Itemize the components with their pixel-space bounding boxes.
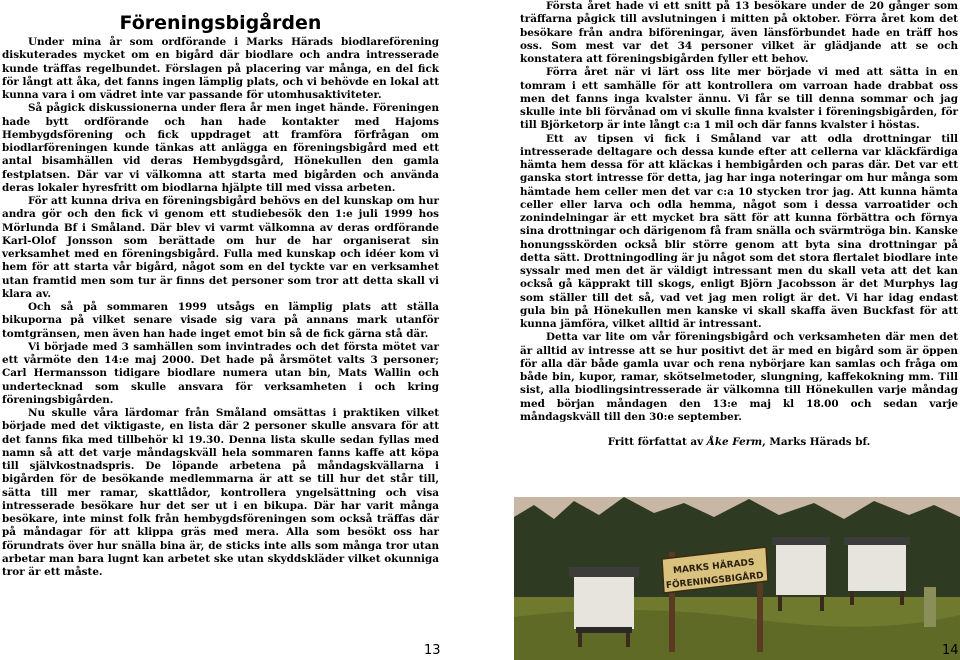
paragraph: Vi började med 3 samhällen som invintrades och det första mötet var ett vårmöte den 14:e maj 2000. Det hade på årsmötet valts 3 personer; Carl Hermansson tidigare biodlare numera utan bin, Mats Wallin och undertecknad som skulle ansvara för verksamheten i och kring föreningsbigården. bbox=[2, 340, 439, 406]
paragraph: Förra året när vi lärt oss lite mer började vi med att sätta in en tomram i ett samhälle för att kontrollera om varroan hade drabbat oss men det fanns inga kvalster ännu. Vi får se till denna sommar och jag skulle inte bli förvånad om vi skulle finna kvalster i föreningsbigården, för till Björketorp är inte långt c:a 1 mil och där fanns kvalster i höstas. bbox=[520, 66, 958, 132]
paragraph: Under mina år som ordförande i Marks Härads biodlareförening diskuterades mycket om en bigård där biodlare och andra intresserade kunde träffas regelbundet. Förslagen på placering var många, en del fick för långt att åka, det fanns ingen lämplig plats, och vi behövde en lokal att kunna vara i om vädret inte var passande för utomhusaktiviteter. bbox=[2, 36, 439, 101]
paragraph: Detta var lite om vår föreningsbigård och verksamheten där men det är alltid av intresse att se hur positivt det är med en bigård som är öppen för alla där både gamla uvar och rena nybörjare kan samlas och fråga om både bin, kupor, ramar, skötselmetoder, slungning, kaffekokning mm. Till sist, alla biodlingsintresserade är välkomna till Hönekullen varje måndag med början måndagen den 13:e maj kl 18.00 och sedan varje måndagskväll till den 30:e september. bbox=[520, 331, 958, 423]
paragraph: Första året hade vi ett snitt på 13 besökare under de 20 gånger som träffarna pågick till avslutningen i mitten på oktober. Förra året kom det besökare från andra biföreningar, även länsförbundet hade en träff hos oss. Som mest var det 34 personer vilket är glädjande att se och konstatera att föreningsbigården fyller ett behov. bbox=[520, 0, 958, 65]
article-title: Föreningsbigården bbox=[119, 12, 322, 34]
right-column bbox=[520, 0, 958, 449]
author-credit bbox=[520, 436, 958, 449]
credit-author: Åke Ferm bbox=[706, 436, 763, 448]
page-number-left: 13 bbox=[424, 643, 441, 658]
credit-suffix: , Marks Härads bf. bbox=[762, 436, 871, 448]
paragraph: För att kunna driva en föreningsbigård behövs en del kunskap om hur andra gör och den fick vi genom ett studiebesök den 1:e juli 1999 hos Mörlunda Bf i Småland. Där blev vi varmt välkomna av deras ordförande Karl-Olof Jonsson som berättade om hur de har organiserat sin verksamhet med en föreningsbigård. Fulla med kunskap och idéer kom vi hem för att starta vår bigård, något som en del tyckte var en verksamhet utan framtid men som tur är finns det personer som tror att detta skall vi klara av. bbox=[2, 195, 439, 300]
paragraph: Så pågick diskussionerna under flera år men inget hände. Föreningen hade bytt ordförande och han hade kontakter med Hajoms Hembygdsförening och fick uppdraget att framföra förfrågan om biodlarföreningen kunde tänkas att anlägga en föreningsbigård med ett antal bisamhällen vid deras Hembygdsgård, Hönekullen den gamla festplatsen. Där var vi välkomna att starta med bigården och använda deras lokaler hyresfritt om biodlarna hjälpte till med vissa arbeten. bbox=[2, 102, 439, 194]
sign-line-1: MARKS HÄRADS bbox=[672, 557, 755, 577]
paragraph: Ett av tipsen vi fick i Småland var att odla drottningar till intresserade deltagare och dessa kunde efter att cellerna var kläckfärdiga hämta hem dessa för att kläckas i hembigården och paras där. Det var ett ganska stort intresse för detta, jag har inga noteringar om hur många som hämtade hem celler men det var c:a 10 stycken tror jag. Att kunna hämta celler eller larva och odla hemma, något som i dessa varroatider och zonindelningar är ett mycket bra sätt för att kunna förbättra och förnya sina drottningar och därigenom få fram snälla och svärmtröga bin. Kanske honungsskörden också blir större genom att byta sina drottningar på detta sätt. Drottningodling är ju något som det stora flertalet biodlare inte syssalr med men det är väldigt intressant men du skall veta att det kan också gå käpprakt till skogs, enligt Björn Jacobsson är det Murphys lag som ställer till det så, vad vet jag men roligt är det. Vi har idag endast gula bin på Hönekullen men kanske vi skall skaffa även Buckfast för att kunna jämföra, vilket alltid är intressant. bbox=[520, 132, 958, 330]
sign-line-2: FÖRENINGSBIGÅRD bbox=[665, 570, 765, 592]
left-column bbox=[2, 0, 439, 579]
apiary-photo bbox=[514, 497, 960, 660]
page-number-right: 14 bbox=[942, 643, 959, 658]
credit-prefix: Fritt författat av bbox=[607, 436, 707, 448]
paragraph: Och så på sommaren 1999 utsågs en lämplig plats att ställa bikuporna på vilket senare visade sig vara på annans mark utanför tomtgränsen, men även han hade inget emot bin så de fick gärna stå där. bbox=[2, 301, 439, 340]
paragraph: Nu skulle våra lärdomar från Småland omsättas i praktiken vilket började med det viktigaste, en lista där 2 personer skulle ansvara för att det fanns fika med tillbehör kl 19.30. Denna lista skulle sedan fyllas med namn så att det varje måndagskväll hela sommaren fanns kaffe att köpa till självkostnadspris. De löpande arbetena på måndagskvällarna i bigården för de besökande medlemmarna är att se till hur det står till, sätta till mer ramar, skattlådor, kontrollera yngelsättning och visa intresserade besökare hur det ser ut i en bikupa. Där har varit många besökare, inte minst folk från hembygdsföreningen som också träffas där på måndagar för att klippa gräs med mera. Alla som besökt oss har förundrats över hur snälla bina är, de sticks inte alls som många tror utan arbetar man bara lugnt kan arbetet ske utan skyddskläder vilket okunniga tror är ett måste. bbox=[2, 407, 439, 578]
